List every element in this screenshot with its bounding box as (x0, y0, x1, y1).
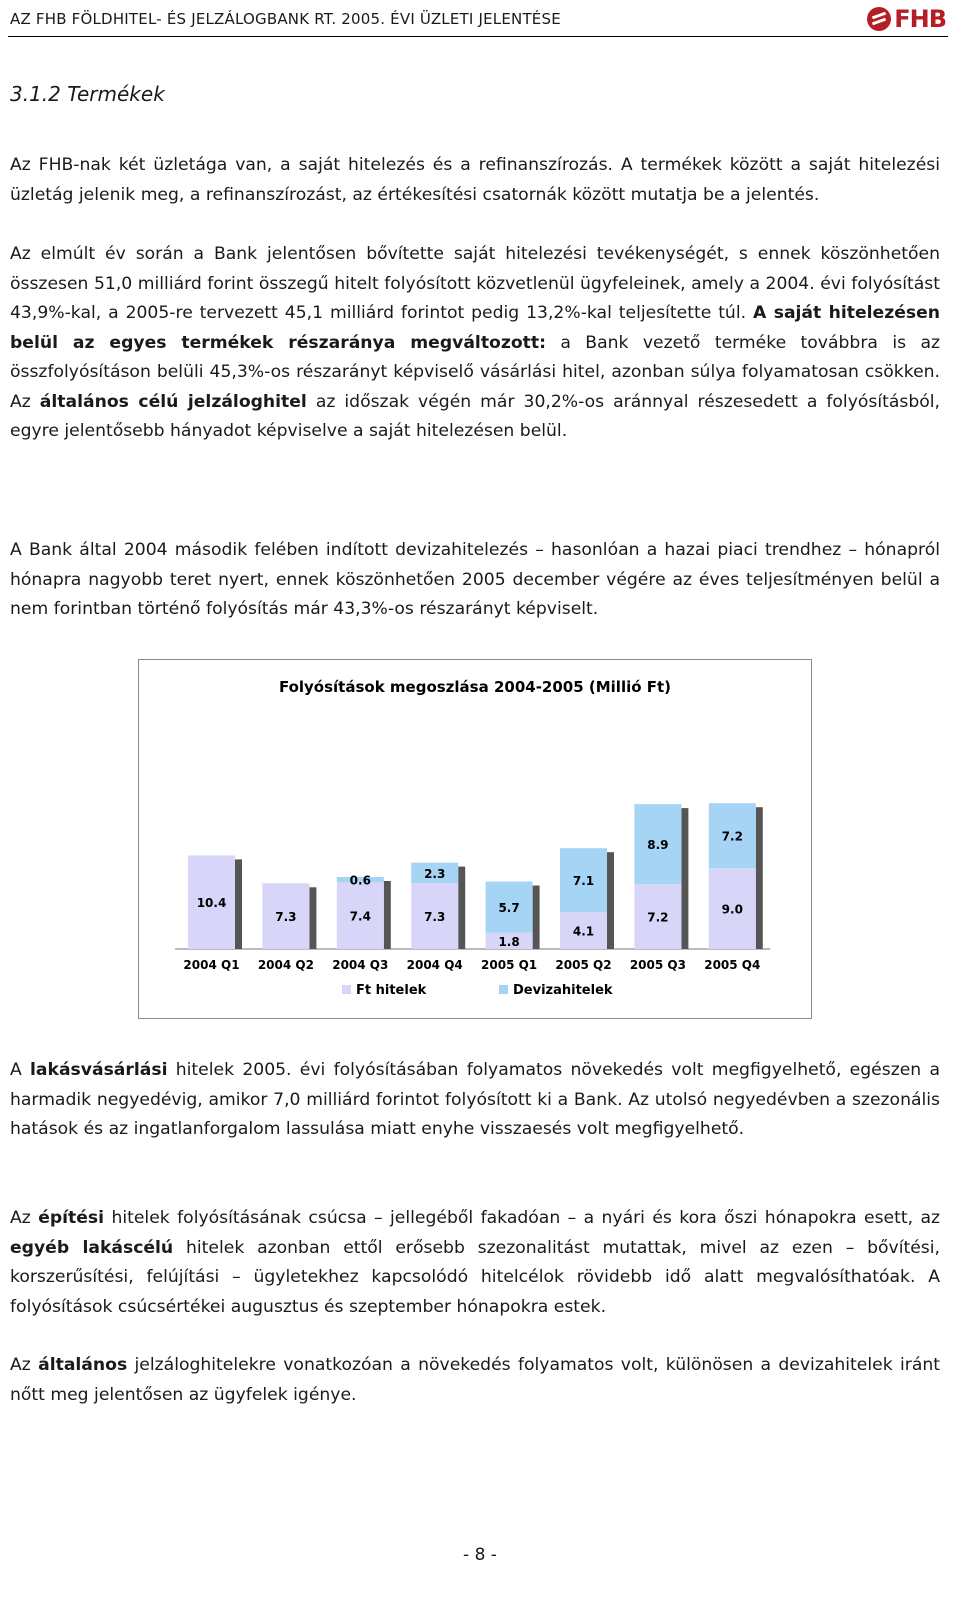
bar-shadow (458, 867, 465, 949)
data-label-deviza: 7.2 (721, 829, 743, 844)
bold-run: A saját hitelezésen belül az egyes termékek részaránya megváltozott: (10, 303, 941, 353)
x-tick-label: 2004 Q4 (406, 958, 463, 972)
data-label-ft: 7.3 (275, 910, 297, 925)
data-label-ft: 1.8 (498, 934, 520, 949)
paragraph-construction (10, 1204, 940, 1322)
bold-run: általános (38, 1355, 128, 1375)
x-tick-label: 2004 Q2 (257, 958, 314, 972)
paragraph-intro: Az FHB-nak két üzletága van, a saját hitelezés és a refinanszírozás. A termékek között a saját hitelezési üzletág jelenik meg, a refinanszírozást, az értékesítési csatornák között mutatja be a jelentés. (10, 155, 940, 205)
paragraph-general (10, 1351, 940, 1410)
header-title: AZ FHB FÖLDHITEL- ÉS JELZÁLOGBANK RT. 2005. ÉVI ÜZLETI JELENTÉSE (10, 10, 561, 28)
bold-run: egyéb lakáscélú (10, 1237, 174, 1258)
paragraph-foreign-currency: A Bank által 2004 második felében indított devizahitelezés – hasonlóan a hazai piaci trendhez – hónapról hónapra nagyobb teret nyert, ennek köszönhetően 2005 december végére az éves teljesítményen belül a nem forintban történő folyósítás már 43,3%-os részarányt képviselt. (10, 540, 940, 619)
bold-run: lakásvásárlási (30, 1060, 168, 1080)
data-label-deviza: 2.3 (424, 866, 446, 881)
bar-shadow (681, 808, 688, 949)
legend-swatch-ft (342, 985, 351, 994)
fhb-logo-icon (867, 7, 891, 31)
data-label-ft: 7.3 (424, 910, 446, 925)
data-label-ft: 7.4 (349, 909, 371, 924)
paragraph-lending (10, 240, 940, 447)
bold-run: építési (38, 1208, 105, 1228)
data-label-ft: 7.2 (647, 910, 669, 925)
x-tick-label: 2005 Q2 (555, 958, 612, 972)
text-run: jelzáloghitelekre vonatkozóan a növekedés folyamatos volt, különösen a devizahitelek iránt nőtt meg jelentősen az ügyfelek igénye. (10, 1355, 940, 1405)
data-label-deviza: 0.6 (349, 873, 371, 888)
paragraph-home-purchase (10, 1056, 940, 1145)
x-tick-label: 2004 Q1 (183, 958, 240, 972)
logo-text: FHB (894, 5, 946, 33)
legend-swatch-deviza (499, 985, 508, 994)
text-run: hitelek azonban ettől erősebb szezonalitást mutattak, mivel az ezen – bővítési, korszerűsítési, felújítási – ügyletekhez kapcsolódó hitelcélok rövidebb idő alatt megvalósíthatóak. A folyósítások csúcsértékei augusztus és szeptember hónapokra estek. (10, 1237, 940, 1317)
bar-shadow (607, 852, 614, 949)
data-label-deviza: 5.7 (498, 901, 520, 916)
x-tick-label: 2005 Q3 (629, 958, 686, 972)
page-header (8, 6, 948, 37)
data-label-deviza: 8.9 (647, 838, 669, 853)
bar-shadow (309, 887, 316, 949)
disbursement-chart (138, 659, 812, 1019)
x-tick-label: 2005 Q4 (704, 958, 761, 972)
section-title: 3.1.2 Termékek (10, 82, 165, 106)
bar-shadow (384, 881, 391, 949)
page-number: - 8 - (463, 1545, 497, 1565)
chart-title: Folyósítások megoszlása 2004-2005 (Millió Ft) (278, 678, 672, 696)
text-run: Az (10, 1355, 39, 1375)
legend-label-ft: Ft hitelek (356, 983, 427, 998)
data-label-ft: 4.1 (572, 924, 595, 939)
text-run: hitelek folyósításának csúcsa – jellegéből fakadóan – a nyári és kora őszi hónapokra esett, az (104, 1208, 941, 1228)
text-run: hitelek 2005. évi folyósításában folyamatos növekedés volt megfigyelhető, egészen a harmadik negyedévig, amikor 7,0 milliárd forintot folyósított ki a Bank. Az utolsó negyedévben a szezonális hatások és az ingatlanforgalom lassulása miatt enyhe visszaesés volt megfigyelhető. (10, 1060, 940, 1139)
legend-label-deviza: Devizahitelek (513, 983, 613, 998)
text-run: Az (10, 1208, 39, 1228)
x-tick-label: 2005 Q1 (481, 958, 538, 972)
bar-shadow (756, 807, 763, 949)
text-run: az időszak végén már 30,2%-os aránnyal részesedett a folyósításból, egyre jelentősebb hányadot képviselve a saját hitelezésen belül. (10, 391, 941, 441)
text-run: A (10, 1060, 31, 1080)
fhb-logo (867, 6, 946, 32)
text-run: Az elmúlt év során a Bank jelentősen bővítette saját hitelezési tevékenységét, s ennek köszönhetően összesen 51,0 milliárd forint összegű hitelt folyósított közvetlenül ügyfeleinek, amely a 2004. évi folyósítást 43,9%-kal, a 2005-re tervezett 45,1 milliárd forintot pedig 13,2%-kal teljesítette túl. (10, 244, 940, 323)
text-run: a Bank vezető terméke továbbra is az összfolyósításon belüli 45,3%-os részarányt képviselő vásárlási hitel, azonban súlya folyamatosan csökken. Az (10, 332, 940, 412)
bar-shadow (533, 886, 540, 950)
chart-svg (139, 660, 811, 1018)
bold-run: általános célú jelzáloghitel (39, 391, 307, 412)
data-label-deviza: 7.1 (572, 874, 595, 889)
x-tick-label: 2004 Q3 (332, 958, 389, 972)
data-label-ft: 10.4 (196, 896, 227, 911)
bar-shadow (235, 859, 242, 949)
data-label-ft: 9.0 (721, 902, 743, 917)
